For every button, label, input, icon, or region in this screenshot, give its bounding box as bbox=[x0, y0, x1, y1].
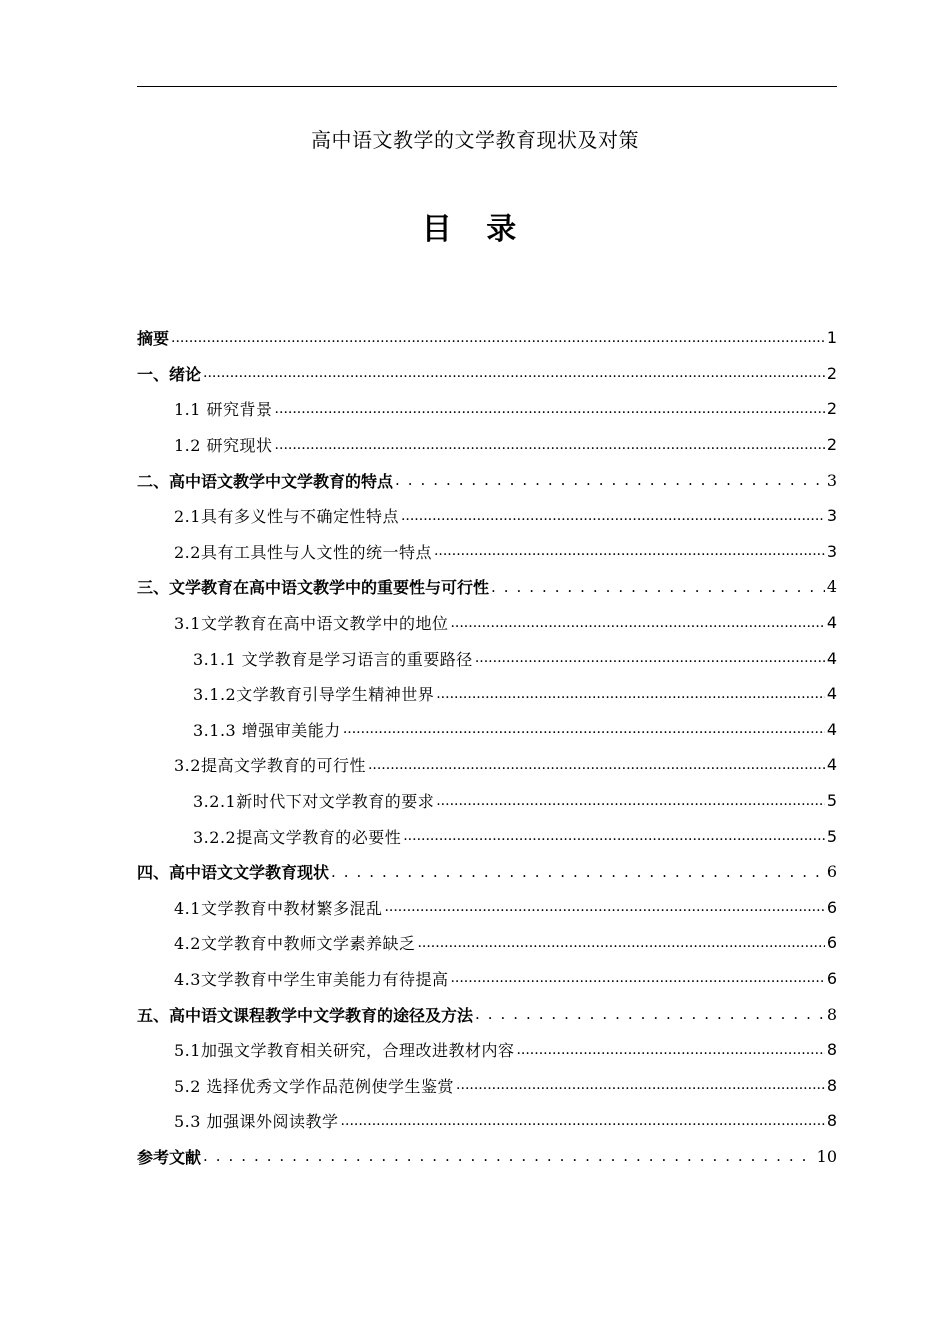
toc-entry-label: 3.1.1 文学教育是学习语言的重要路径 bbox=[193, 649, 473, 669]
toc-page-number: 5 bbox=[826, 791, 837, 811]
toc-page-number: 2 bbox=[826, 399, 837, 419]
toc-page-number: 1 bbox=[826, 328, 837, 348]
toc-page-number: 6 bbox=[826, 933, 837, 953]
toc-dot-leader bbox=[456, 1076, 825, 1094]
toc-heading: 目 录 bbox=[421, 212, 529, 247]
toc-dot-leader bbox=[516, 1041, 824, 1059]
toc-entry[interactable] bbox=[137, 1139, 837, 1175]
toc-entry[interactable] bbox=[137, 462, 837, 498]
toc-entry[interactable] bbox=[137, 676, 837, 712]
toc-page-number: 8 bbox=[826, 1040, 837, 1060]
toc-entry[interactable] bbox=[137, 712, 837, 748]
toc-entry[interactable] bbox=[137, 1103, 837, 1139]
toc-entry[interactable] bbox=[137, 391, 837, 427]
toc-page-number: 4 bbox=[826, 719, 837, 739]
toc-dot-leader bbox=[436, 792, 825, 810]
toc-dot-leader bbox=[275, 400, 825, 418]
toc-page-number: 4 bbox=[826, 755, 837, 775]
toc-dot-leader bbox=[475, 649, 825, 667]
toc-entry[interactable] bbox=[137, 747, 837, 783]
toc-entry-label: 1.1 研究背景 bbox=[174, 400, 273, 420]
toc-dot-leader bbox=[475, 1005, 825, 1023]
toc-entry-label: 5.1加强文学教育相关研究，合理改进教材内容 bbox=[174, 1041, 515, 1061]
toc-entry[interactable] bbox=[137, 1067, 837, 1103]
toc-dot-leader bbox=[368, 756, 825, 774]
toc-dot-leader bbox=[341, 1112, 825, 1130]
running-header-title: 高中语文教学的文学教育现状及对策 bbox=[311, 128, 639, 152]
toc-page-number: 6 bbox=[826, 968, 837, 988]
toc-entry-label: 2.1具有多义性与不确定性特点 bbox=[174, 507, 399, 527]
toc-entry-label: 3.2.2提高文学教育的必要性 bbox=[193, 827, 402, 847]
toc-dot-leader bbox=[403, 827, 825, 845]
toc-page-number: 3 bbox=[826, 506, 837, 526]
toc-page-number: 8 bbox=[826, 1111, 837, 1131]
toc-entry-label: 摘要 bbox=[137, 329, 170, 349]
toc-dot-leader bbox=[171, 329, 825, 347]
toc-dot-leader bbox=[203, 1147, 815, 1165]
toc-entry[interactable] bbox=[137, 783, 837, 819]
toc-page-number: 3 bbox=[826, 541, 837, 561]
toc-dot-leader bbox=[343, 720, 825, 738]
toc-entry-label: 三、文学教育在高中语文教学中的重要性与可行性 bbox=[137, 578, 490, 598]
toc-entry-label: 3.2.1新时代下对文学教育的要求 bbox=[193, 792, 435, 812]
toc-dot-leader bbox=[401, 507, 825, 525]
toc-entry-label: 四、高中语文文学教育现状 bbox=[137, 863, 330, 883]
toc-page-number: 6 bbox=[826, 897, 837, 917]
toc-entry-label: 3.2提高文学教育的可行性 bbox=[174, 756, 366, 776]
toc-entry-label: 4.1文学教育中教材繁多混乱 bbox=[174, 898, 383, 918]
toc-dot-leader bbox=[384, 898, 824, 916]
toc-entry[interactable] bbox=[137, 890, 837, 926]
toc-entry[interactable] bbox=[137, 961, 837, 997]
toc-entry[interactable] bbox=[137, 1032, 837, 1068]
header-rule bbox=[137, 86, 837, 87]
toc-dot-leader bbox=[434, 542, 825, 560]
toc-page-number: 8 bbox=[826, 1004, 837, 1024]
toc-entry-label: 4.2文学教育中教师文学素养缺乏 bbox=[174, 934, 416, 954]
toc-entry[interactable] bbox=[137, 427, 837, 463]
toc-page-number: 8 bbox=[826, 1075, 837, 1095]
toc-page-number: 10 bbox=[816, 1146, 837, 1166]
toc-dot-leader bbox=[436, 685, 825, 703]
toc-page-number: 6 bbox=[826, 862, 837, 882]
toc-dot-leader bbox=[491, 578, 825, 596]
toc-page-number: 2 bbox=[826, 435, 837, 455]
toc-entry[interactable] bbox=[137, 996, 837, 1032]
toc-page-number: 3 bbox=[826, 470, 837, 490]
toc-entry-label: 5.2 选择优秀文学作品范例使学生鉴赏 bbox=[174, 1076, 455, 1096]
toc-dot-leader bbox=[331, 863, 825, 881]
toc-page-number: 4 bbox=[826, 684, 837, 704]
toc-dot-leader bbox=[275, 436, 825, 454]
toc-entry[interactable] bbox=[137, 605, 837, 641]
toc-entry-label: 一、绪论 bbox=[137, 364, 202, 384]
toc-entry-label: 参考文献 bbox=[137, 1147, 202, 1167]
toc-page-number: 4 bbox=[826, 648, 837, 668]
toc-page-number: 2 bbox=[826, 363, 837, 383]
toc-page-number: 4 bbox=[826, 577, 837, 597]
toc-entry-label: 3.1.2文学教育引导学生精神世界 bbox=[193, 685, 435, 705]
toc-entry-label: 3.1.3 增强审美能力 bbox=[193, 720, 341, 740]
toc-entry[interactable] bbox=[137, 854, 837, 890]
toc-entry[interactable] bbox=[137, 818, 837, 854]
toc-page-number: 4 bbox=[826, 613, 837, 633]
toc-entry-label: 3.1文学教育在高中语文教学中的地位 bbox=[174, 614, 449, 634]
toc-entry-label: 5.3 加强课外阅读教学 bbox=[174, 1112, 339, 1132]
toc-entry[interactable] bbox=[137, 498, 837, 534]
toc-entry-label: 1.2 研究现状 bbox=[174, 436, 273, 456]
toc-dot-leader bbox=[203, 364, 825, 382]
toc-entry[interactable] bbox=[137, 640, 837, 676]
toc-entry[interactable] bbox=[137, 320, 837, 356]
toc-entry-label: 二、高中语文教学中文学教育的特点 bbox=[137, 471, 394, 491]
toc-entry[interactable] bbox=[137, 534, 837, 570]
toc-dot-leader bbox=[450, 969, 824, 987]
toc-entry-label: 4.3文学教育中学生审美能力有待提高 bbox=[174, 969, 449, 989]
toc-entry[interactable] bbox=[137, 569, 837, 605]
toc-dot-leader bbox=[417, 934, 824, 952]
toc-entry[interactable] bbox=[137, 356, 837, 392]
table-of-contents bbox=[137, 320, 837, 1174]
toc-dot-leader bbox=[395, 471, 825, 489]
toc-page-number: 5 bbox=[826, 826, 837, 846]
toc-entry-label: 2.2具有工具性与人文性的统一特点 bbox=[174, 542, 432, 562]
toc-dot-leader bbox=[450, 614, 824, 632]
toc-entry-label: 五、高中语文课程教学中文学教育的途径及方法 bbox=[137, 1005, 474, 1025]
toc-entry[interactable] bbox=[137, 925, 837, 961]
